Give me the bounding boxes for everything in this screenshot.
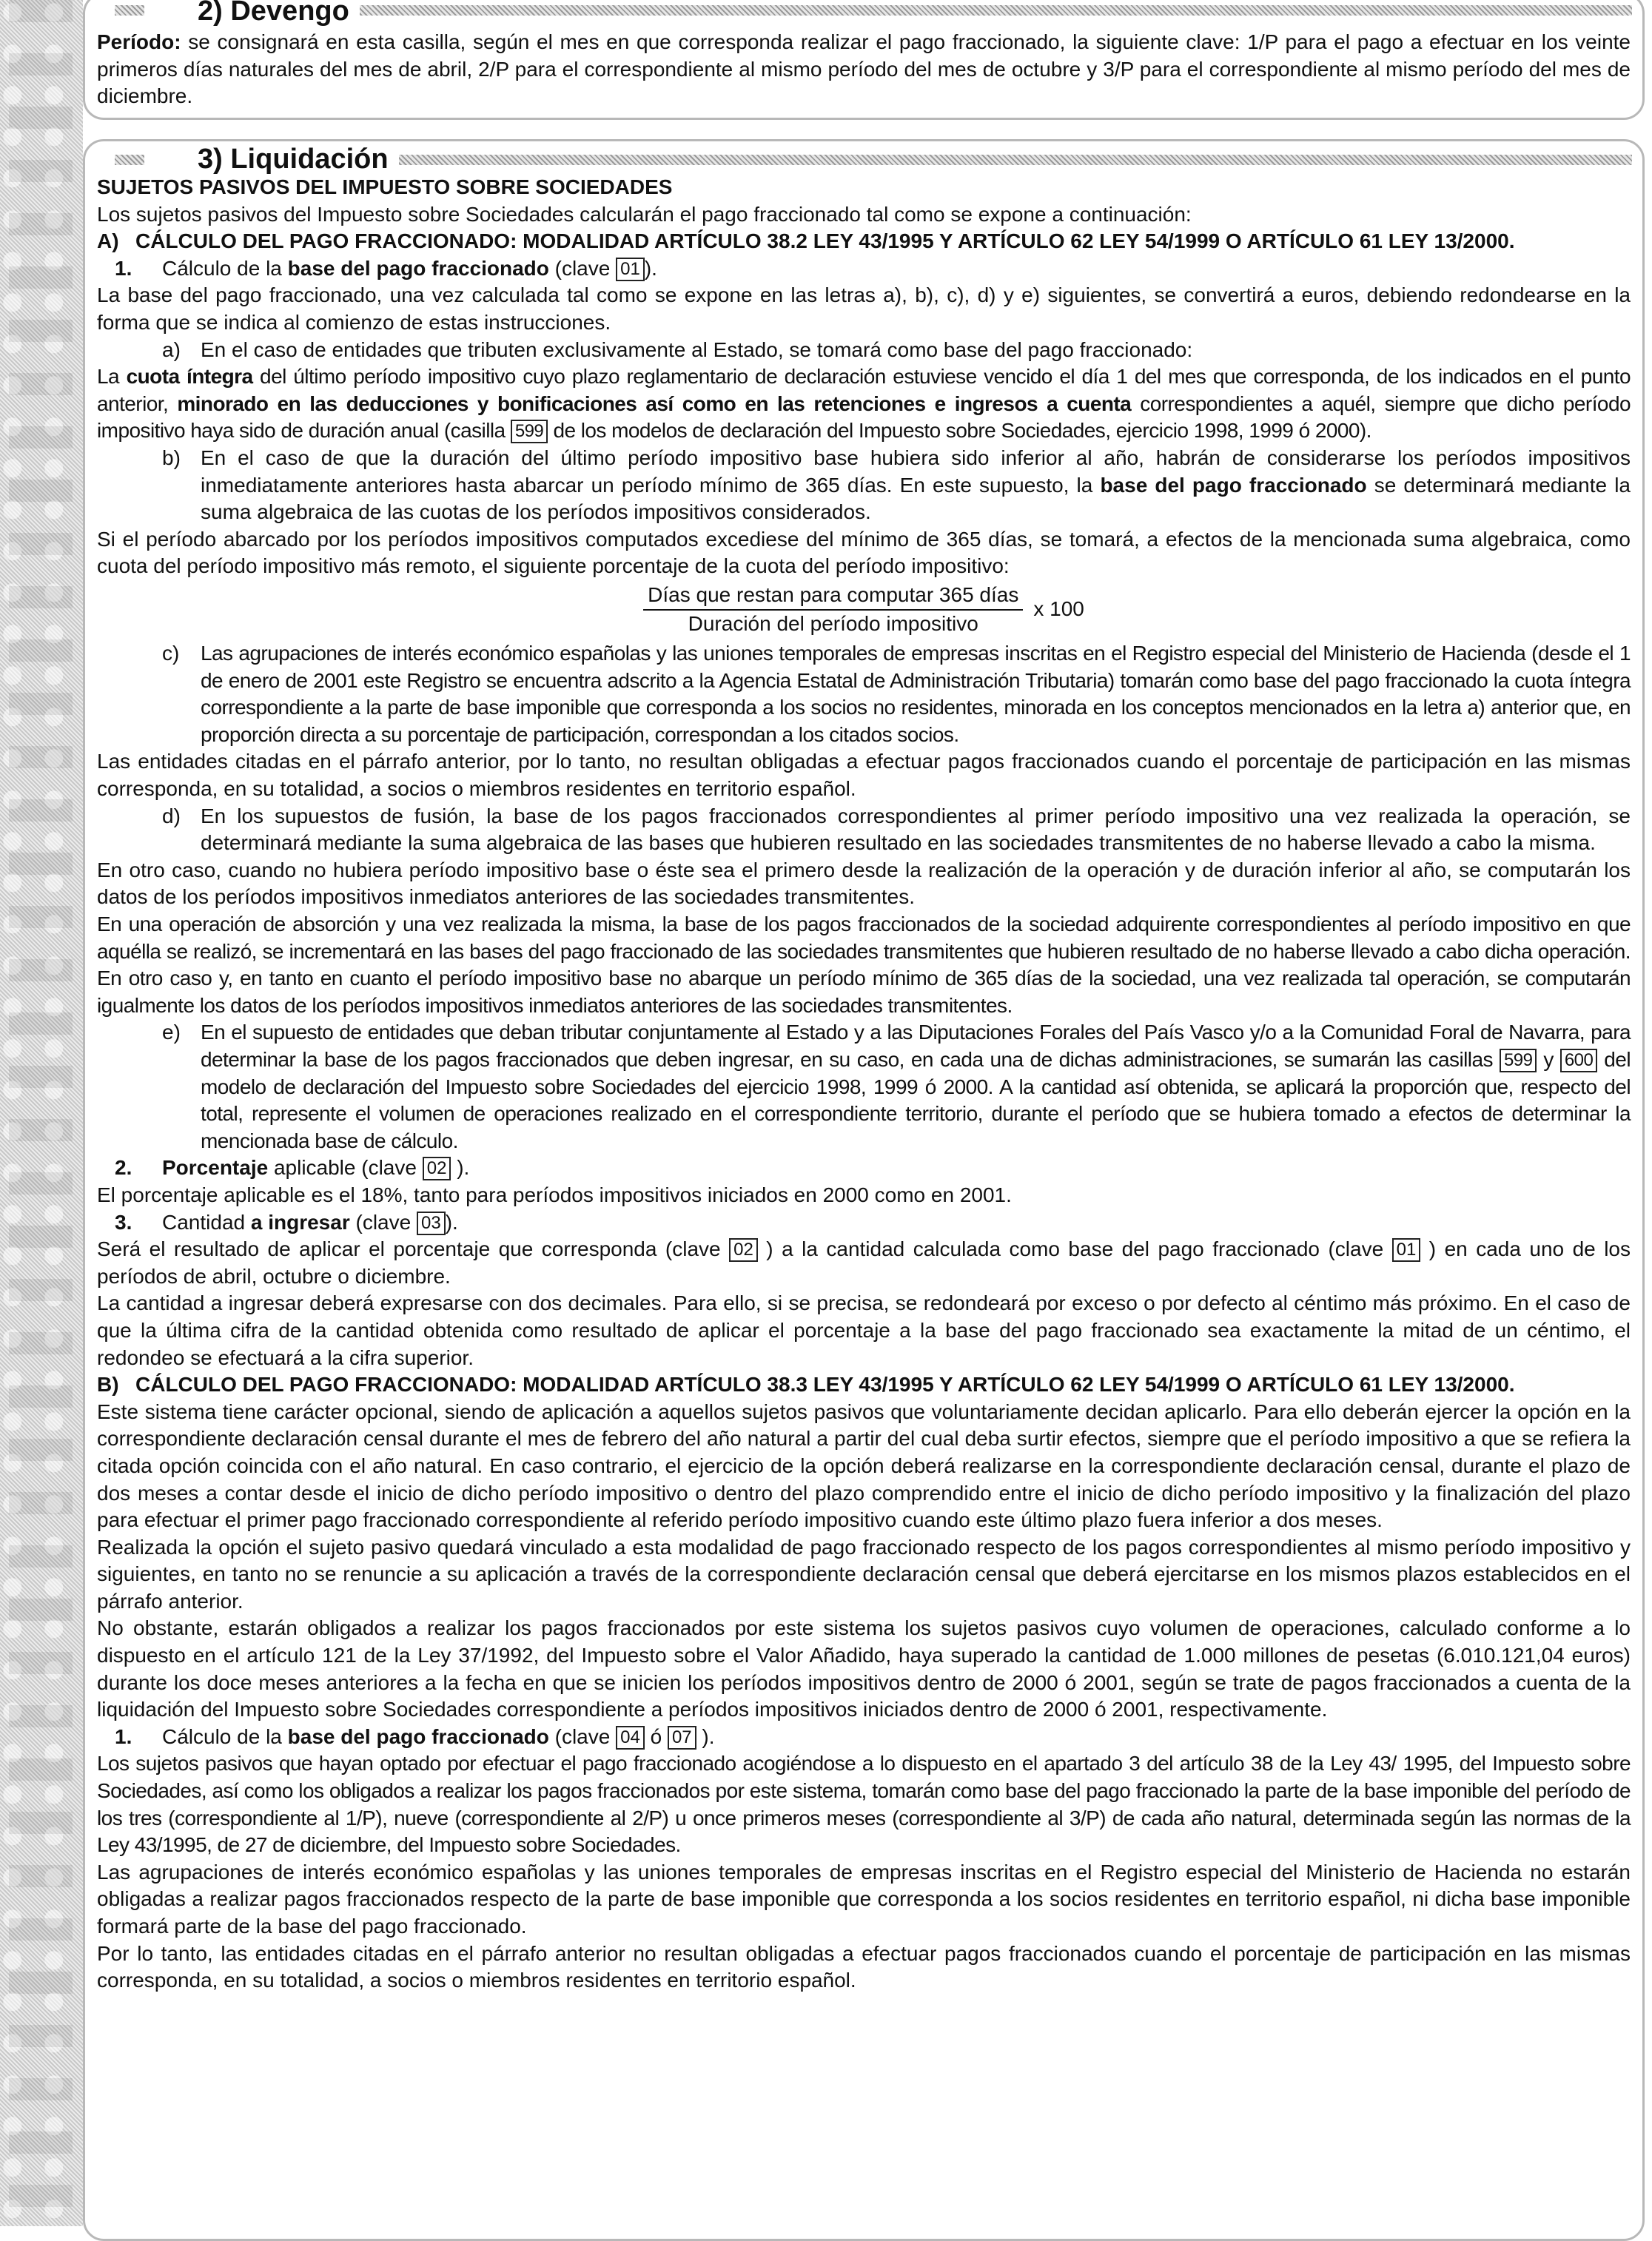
decorative-side-border (0, 0, 83, 2226)
periodo-text: se consignará en esta casilla, según el mes en que corresponda realizar el pago fraccionado, la siguiente clave: 1/P para el pago a efectuar en los veinte primeros días naturales del mes de abril, 2/P para el correspondiente al mismo período del mes de octubre y 3/P para el correspondiente al mismo período del mes de diciembre. (97, 30, 1631, 108)
section-devengo (83, 0, 1645, 120)
casilla-box: 600 (1560, 1049, 1597, 1072)
formula-multiplier: x 100 (1033, 597, 1084, 621)
paragraph: El porcentaje aplicable es el 18%, tanto para períodos impositivos iniciados en 2000 como en 2001. (97, 1183, 1012, 1206)
section-body (97, 174, 1631, 1995)
intro: Los sujetos pasivos del Impuesto sobre Sociedades calcularán el pago fraccionado tal como se expone a continuación: (97, 202, 1192, 226)
paragraph: La cuota íntegra del último período impositivo cuyo plazo reglamentario de declaración estuviese vencido el día 1 del mes que corresponda, de los indicados en el punto anterior, minorado en las deducciones y bonificaciones así como en las retenciones e ingresos a cuenta correspondientes a aquél, siempre que dicho período impositivo haya sido de duración anual (casilla 599 de los modelos de declaración del Impuesto sobre Sociedades, ejercicio 1998, 1999 ó 2000). (97, 365, 1631, 443)
formula-denominator: Duración del período impositivo (688, 611, 978, 635)
clave-box: 07 (668, 1726, 696, 1750)
title-rule (115, 5, 144, 16)
letter-b: b) En el caso de que la duración del último período impositivo base hubiera sido inferior al año, habrán de considerarse los períodos impositivos inmediatamente anteriores hasta abarcar un período mínimo de 365 días. En este supuesto, la base del pago fraccionado se determinará mediante la suma algebraica de las cuotas de los períodos impositivos considerados. (162, 446, 1631, 524)
section-title: 2) Devengo (187, 0, 360, 27)
clave-box: 01 (1392, 1238, 1421, 1262)
section-liquidacion (83, 139, 1645, 2241)
letter-a: a) En el caso de entidades que tributen exclusivamente al Estado, se tomará como base del pago fraccionado: (162, 337, 1193, 361)
section-body (97, 29, 1631, 110)
formula (97, 582, 1631, 637)
letter-c: c) Las agrupaciones de interés económico españolas y las uniones temporales de empresas inscritas en el Registro especial del Ministerio de Hacienda (desde el 1 de enero de 2001 este Registro se encuentra adscrito a la Agencia Estatal de Administración Tributaria) tomarán como base del pago fraccionado la cuota íntegra correspondiente a la parte de base imponible que corresponda a los socios no residentes, minorada en los conceptos mencionados en la letra a) anterior que, en proporción directa a su porcentaje de participación, correspondan a los citados socios. (162, 642, 1631, 746)
a-item-3: 3. Cantidad a ingresar (clave 03 ). (115, 1210, 458, 1234)
casilla-box: 599 (1500, 1049, 1537, 1072)
title-rule (374, 155, 1632, 165)
heading: SUJETOS PASIVOS DEL IMPUESTO SOBRE SOCIEDADES (97, 175, 673, 198)
part-a-title: A) CÁLCULO DEL PAGO FRACCIONADO: MODALIDAD ARTÍCULO 38.2 LEY 43/1995 Y ARTÍCULO 62 LEY 54/1999 O ARTÍCULO 61 LEY 13/2000. (97, 229, 1515, 253)
clave-box: 04 (616, 1726, 645, 1750)
paragraph: En una operación de absorción y una vez realizada la misma, la base de los pagos fraccionados de la sociedad adquirente correspondientes al período impositivo en que aquélla se realizó, se incrementará en las bases del pago fraccionado de las sociedades transmitentes que hubieren resultado de no haberse llevado a cabo dicha operación. En otro caso y, en tanto en cuanto el período impositivo base no abarque un período mínimo de 365 días de la sociedad, una vez realizada tal operación, se computarán igualmente los datos de los períodos impositivos inmediatos anteriores de las sociedades transmitentes. (97, 913, 1631, 1017)
a-item-2: 2. Porcentaje aplicable (clave 02 ). (115, 1156, 470, 1180)
paragraph: Si el período abarcado por los períodos impositivos computados excediese del mínimo de 365 días, se tomará, a efectos de la mencionada suma algebraica, como cuota del período impositivo más remoto, el siguiente porcentaje de la cuota del período impositivo: (97, 527, 1631, 578)
paragraph: Las entidades citadas en el párrafo anterior, por lo tanto, no resultan obligadas a efectuar pagos fraccionados cuando el porcentaje de participación en las mismas corresponda, en su totalidad, a socios o miembros residentes en territorio español. (97, 750, 1631, 801)
paragraph: La base del pago fraccionado, una vez calculada tal como se expone en las letras a), b), c), d) y e) siguientes, se convertirá a euros, debiendo redondearse en la forma que se indica al comienzo de estas instrucciones. (97, 283, 1631, 334)
b-item-1: 1. Cálculo de la base del pago fraccionado (clave 04 ó 07 ). (115, 1724, 715, 1748)
paragraph: En otro caso, cuando no hubiera período impositivo base o éste sea el primero desde la realización de la operación y de duración inferior al año, se computarán los datos de los períodos impositivos inmediatos anteriores de las sociedades transmitentes. (97, 858, 1631, 909)
clave-box: 01 (616, 258, 645, 281)
letter-d: d) En los supuestos de fusión, la base de los pagos fraccionados correspondientes al primer período impositivo una vez realizada la operación, se determinará mediante la suma algebraica de las bases que hubieren resultado en las sociedades transmitentes de no haberse llevado a cabo la misma. (162, 804, 1631, 855)
paragraph: No obstante, estarán obligados a realizar los pagos fraccionados por este sistema los sujetos pasivos cuyo volumen de operaciones, calculado conforme a lo dispuesto en el artículo 121 de la Ley 37/1992, del Impuesto sobre el Valor Añadido, haya superado la cantidad de 1.000 millones de pesetas (6.010.121,04 euros) durante los doce meses anteriores a la fecha en que se inicien los períodos impositivos dentro de 2000 ó 2001, según se trate de pagos fraccionados a cuenta de la liquidación del Impuesto sobre Sociedades correspondiente a períodos impositivos iniciados dentro de 2000 ó 2001, respectivamente. (97, 1616, 1631, 1721)
paragraph: Será el resultado de aplicar el porcentaje que corresponda (clave 02 ) a la cantidad calculada como base del pago fraccionado (clave 01 ) en cada uno de los períodos de abril, octubre o diciembre. (97, 1237, 1631, 1288)
title-rule (329, 5, 1632, 16)
letter-e: e) En el supuesto de entidades que deban tributar conjuntamente al Estado y a las Diputaciones Forales del País Vasco y/o a la Comunidad Foral de Navarra, para determinar la base de los pagos fraccionados que deben ingresar, en su caso, en cada una de dichas administraciones, se sumarán las casillas 599 y 600 del modelo de declaración del Impuesto sobre Sociedades del ejercicio 1998, 1999 ó 2000. A la cantidad así obtenida, se aplicará la proporción que, respecto del total, represente el volumen de operaciones realizado en el correspondiente territorio, durante el período que se hubiera tomado a efectos de determinar la mencionada base de cálculo. (162, 1021, 1631, 1152)
formula-numerator: Días que restan para computar 365 días (643, 582, 1023, 611)
paragraph: Por lo tanto, las entidades citadas en el párrafo anterior no resultan obligadas a efectuar pagos fraccionados cuando el porcentaje de participación en las mismas corresponda, en su totalidad, a socios o miembros residentes en territorio español. (97, 1941, 1631, 1992)
casilla-box: 599 (511, 420, 548, 443)
paragraph: La cantidad a ingresar deberá expresarse con dos decimales. Para ello, si se precisa, se redondeará por exceso o por defecto al céntimo más próximo. En el caso de que la última cifra de la cantidad obtenida como resultado de aplicar el porcentaje a la base del pago fraccionado sea exactamente la mitad de un céntimo, el redondeo se efectuará a la cifra superior. (97, 1291, 1631, 1369)
paragraph: Este sistema tiene carácter opcional, siendo de aplicación a aquellos sujetos pasivos que voluntariamente decidan aplicarlo. Para ello deberán ejercer la opción en la correspondiente declaración censal durante el mes de febrero del año natural a partir del cual deba surtir efectos, siempre que el período impositivo a que se refiera la citada opción coincida con el año natural. En caso contrario, el ejercicio de la opción deberá realizarse en la correspondiente declaración censal, durante el plazo de dos meses a contar desde el inicio de dicho período impositivo o dentro del plazo comprendido entre el inicio de dicho período impositivo y la finalización del plazo para efectuar el primer pago fraccionado correspondiente al referido período impositivo cuando este último plazo fuera inferior a dos meses. (97, 1400, 1631, 1532)
title-rule (115, 155, 144, 165)
clave-box: 02 (729, 1238, 758, 1262)
clave-box: 02 (423, 1157, 451, 1180)
periodo-label: Período: (97, 30, 181, 53)
section-title: 3) Liquidación (187, 143, 399, 175)
paragraph: Realizada la opción el sujeto pasivo quedará vinculado a esta modalidad de pago fraccionado respecto de los pagos correspondientes al mismo período impositivo y siguientes, en tanto no se renuncie a su aplicación a través de la correspondiente declaración censal que deberá ejercitarse en los mismos plazos establecidos en el párrafo anterior. (97, 1535, 1631, 1613)
paragraph: Los sujetos pasivos que hayan optado por efectuar el pago fraccionado acogiéndose a lo dispuesto en el apartado 3 del artículo 38 de la Ley 43/ 1995, del Impuesto sobre Sociedades, así como los obligados a realizar los pagos fraccionados por este sistema, tomarán como base del pago fraccionado la parte de la base imponible del período de los tres (correspondiente al 1/P), nueve (correspondiente al 2/P) u once primeros meses (correspondiente al 3/P) de cada año natural, determinada según las normas de la Ley 43/1995, de 27 de diciembre, del Impuesto sobre Sociedades. (97, 1752, 1631, 1857)
a-item-1: 1. Cálculo de la base del pago fraccionado (clave 01 ). (115, 256, 657, 280)
paragraph: Las agrupaciones de interés económico españolas y las uniones temporales de empresas inscritas en el Registro especial del Ministerio de Hacienda no estarán obligadas a realizar pagos fraccionados respecto de la parte de base imponible que corresponda a los socios residentes en territorio español, ni dicha base imponible formará parte de la base del pago fraccionado. (97, 1860, 1631, 1938)
part-b-title: B) CÁLCULO DEL PAGO FRACCIONADO: MODALIDAD ARTÍCULO 38.3 LEY 43/1995 Y ARTÍCULO 62 LEY 54/1999 O ARTÍCULO 61 LEY 13/2000. (97, 1373, 1515, 1397)
clave-box: 03 (417, 1212, 446, 1235)
